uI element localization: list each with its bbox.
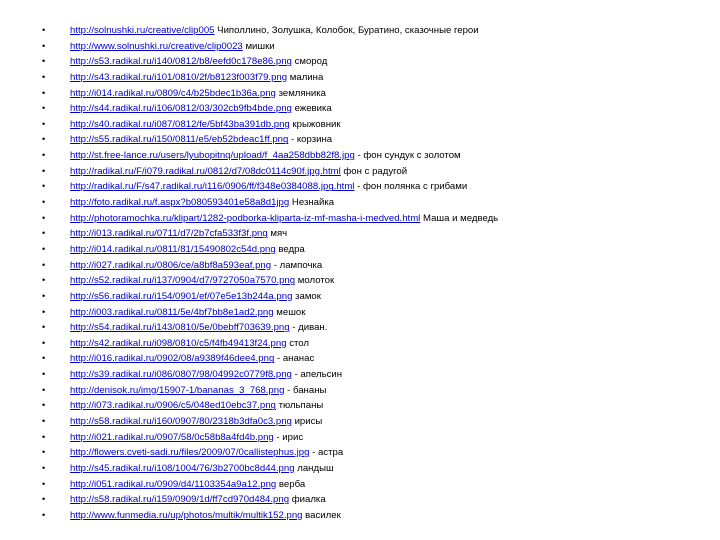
item-description: замок	[292, 290, 321, 302]
list-item	[0, 23, 720, 39]
list-item	[0, 101, 720, 117]
item-link[interactable]: http://foto.radikal.ru/f.aspx?b080593401e58a8d1jpg	[70, 197, 290, 209]
list-item	[0, 477, 720, 493]
item-link[interactable]: http://s40.radikal.ru/i087/0812/fe/5bf43ba391db.png	[70, 118, 290, 130]
list-item	[0, 289, 720, 305]
item-description: земляника	[275, 87, 326, 99]
item-description: - ирис	[273, 431, 304, 443]
list-item	[0, 383, 720, 399]
item-link[interactable]: http://s42.radikal.ru/i098/0810/c5/f4fb49413f24.png	[70, 337, 287, 349]
list-item	[0, 211, 720, 227]
item-link[interactable]: http://i021.radikal.ru/0907/58/0c58b8a4fd4b.png	[70, 431, 274, 443]
bullet-icon: •	[42, 103, 46, 114]
list-item	[0, 273, 720, 289]
item-link[interactable]: http://st.free-lance.ru/users/lyubopitnq/upload/f_4aa258dbb82f8.jpg	[70, 150, 355, 162]
item-link[interactable]: http://s55.radikal.ru/i150/0811/e5/eb52bdeac1ff.png	[70, 134, 289, 146]
bullet-icon: •	[42, 337, 46, 348]
list-entry	[70, 101, 332, 117]
list-entry	[70, 430, 303, 446]
list-entry	[70, 273, 334, 289]
list-entry	[70, 414, 322, 430]
item-description: смород	[291, 56, 328, 68]
list-entry	[70, 258, 322, 274]
item-description: Незнайка	[289, 197, 335, 209]
bullet-icon: •	[42, 369, 46, 380]
list-entry	[70, 289, 321, 305]
list-entry	[70, 336, 309, 352]
item-link[interactable]: http://s53.radikal.ru/i140/0812/b8/eefd0c178e86.png	[70, 56, 292, 68]
item-description: ежевика	[291, 103, 332, 115]
list-item	[0, 39, 720, 55]
bullet-icon: •	[42, 181, 46, 192]
item-description: - апельсин	[291, 369, 343, 381]
list-entry	[70, 351, 314, 367]
list-item	[0, 461, 720, 477]
list-item	[0, 242, 720, 258]
list-item	[0, 492, 720, 508]
list-item	[0, 414, 720, 430]
list-entry	[70, 164, 407, 180]
item-link[interactable]: http://flowers.cveti-sadi.ru/files/2009/07/0callistephus.jpg	[70, 447, 310, 459]
bullet-icon: •	[42, 71, 46, 82]
list-entry	[70, 242, 305, 258]
item-description: мишки	[242, 40, 275, 52]
list-item	[0, 132, 720, 148]
list-entry	[70, 477, 305, 493]
list-entry	[70, 305, 305, 321]
bullet-icon: •	[42, 40, 46, 51]
bullet-icon: •	[42, 275, 46, 286]
item-link[interactable]: http://s39.radikal.ru/i086/0807/98/04992c0779f8.png	[70, 369, 292, 381]
list-entry	[70, 367, 342, 383]
bullet-icon: •	[42, 118, 46, 129]
item-description: - лампочка	[271, 259, 323, 271]
list-item	[0, 351, 720, 367]
item-description: молоток	[295, 275, 335, 287]
item-link[interactable]: http://s52.radikal.ru/i137/0904/d7/9727050a7570.png	[70, 275, 296, 287]
item-description: крыжовник	[289, 118, 341, 130]
item-description: василек	[302, 509, 341, 521]
item-description: стол	[286, 337, 310, 349]
bullet-icon: •	[42, 478, 46, 489]
item-link[interactable]: http://s56.radikal.ru/i154/0901/ef/07e5e13b244a.png	[70, 290, 293, 302]
item-link[interactable]: http://www.solnushki.ru/creative/clip0023	[70, 40, 243, 52]
list-item	[0, 148, 720, 164]
item-link[interactable]: http://s58.radikal.ru/i159/0909/1d/ff7cd970d484.png	[70, 494, 290, 506]
item-link[interactable]: http://s43.radikal.ru/i101/0810/2f/b8123f003f79.png	[70, 71, 288, 83]
bullet-icon: •	[42, 322, 46, 333]
item-description: мяч	[267, 228, 288, 240]
item-description: фон с радугой	[340, 165, 408, 177]
item-description: ландыш	[294, 462, 334, 474]
item-link[interactable]: http://i073.radikal.ru/0906/c5/048ed10ebc37.png	[70, 400, 276, 412]
item-link[interactable]: http://i051.radikal.ru/0909/d4/1103354a9a12.png	[70, 478, 277, 490]
bullet-icon: •	[42, 290, 46, 301]
list-entry	[70, 54, 327, 70]
list-item	[0, 367, 720, 383]
bullet-icon: •	[42, 228, 46, 239]
bullet-icon: •	[42, 243, 46, 254]
item-description: - астра	[309, 447, 344, 459]
item-description: ирисы	[291, 416, 323, 428]
bullet-icon: •	[42, 197, 46, 208]
bullet-icon: •	[42, 384, 46, 395]
item-description: ведра	[275, 243, 305, 255]
list-entry	[70, 117, 341, 133]
bullet-icon: •	[42, 165, 46, 176]
item-link[interactable]: http://i016.radikal.ru/0902/08/a9389f46dee4.png	[70, 353, 275, 365]
bullet-icon: •	[42, 259, 46, 270]
link-list	[0, 23, 720, 524]
list-entry	[70, 492, 326, 508]
bullet-icon: •	[42, 431, 46, 442]
list-entry	[70, 132, 332, 148]
list-item	[0, 258, 720, 274]
item-description: - фон сундук с золотом	[354, 150, 461, 162]
list-entry	[70, 211, 498, 227]
item-description: - бананы	[284, 384, 327, 396]
item-link[interactable]: http://s45.radikal.ru/i108/1004/76/3b2700bc8d44.png	[70, 462, 295, 474]
list-item	[0, 117, 720, 133]
item-link[interactable]: http://i014.radikal.ru/0809/c4/b25bdec1b36a.png	[70, 87, 276, 99]
bullet-icon: •	[42, 462, 46, 473]
bullet-icon: •	[42, 56, 46, 67]
item-link[interactable]: http://photoramochka.ru/klipart/1282-podborka-kliparta-iz-mf-masha-i-medved.html	[70, 212, 421, 224]
item-link[interactable]: http://denisok.ru/img/15907-1/bananas_3_768.png	[70, 384, 285, 396]
bullet-icon: •	[42, 416, 46, 427]
list-item	[0, 508, 720, 524]
item-description: Чиполлино, Золушка, Колобок, Буратино, сказочные герои	[214, 25, 479, 36]
item-link[interactable]: http://radikal.ru/F/i079.radikal.ru/0812/d7/08dc0114c90f.jpg.html	[70, 165, 341, 177]
item-link[interactable]: http://www.funmedia.ru/up/photos/multik/multik152.png	[70, 509, 303, 521]
item-link[interactable]: http://i027.radikal.ru/0806/ce/a8bf8a593eaf.png	[70, 259, 272, 271]
bullet-icon: •	[42, 87, 46, 98]
bullet-icon: •	[42, 353, 46, 364]
list-item	[0, 445, 720, 461]
bullet-icon: •	[42, 25, 46, 35]
bullet-icon: •	[42, 494, 46, 505]
item-link[interactable]: http://solnushki.ru/creative/clip005	[70, 25, 215, 36]
list-item	[0, 430, 720, 446]
list-entry	[70, 226, 287, 242]
item-description: Маша и медведь	[420, 212, 499, 224]
list-entry	[70, 320, 327, 336]
list-item	[0, 305, 720, 321]
bullet-icon: •	[42, 447, 46, 458]
item-description: фиалка	[289, 494, 326, 506]
item-description: малина	[287, 71, 324, 83]
item-link[interactable]: http://radikal.ru/F/s47.radikal.ru/i116/0906/ff/f348e0384088.jpg.html	[70, 181, 355, 193]
list-item	[0, 70, 720, 86]
bullet-icon: •	[42, 134, 46, 145]
bullet-icon: •	[42, 509, 46, 520]
item-description: верба	[276, 478, 306, 490]
list-item	[0, 86, 720, 102]
list-entry	[70, 195, 334, 211]
list-item	[0, 179, 720, 195]
list-item	[0, 164, 720, 180]
list-entry	[70, 23, 479, 39]
item-link[interactable]: http://i014.radikal.ru/0811/81/15490802c54d.png	[70, 243, 276, 255]
list-entry	[70, 148, 461, 164]
item-description: тюльпаны	[275, 400, 324, 412]
item-description: - корзина	[288, 134, 333, 146]
item-description: - фон полянка с грибами	[354, 181, 468, 193]
item-description: - диван.	[289, 322, 328, 334]
list-entry	[70, 39, 275, 55]
list-entry	[70, 179, 467, 195]
list-item	[0, 195, 720, 211]
list-entry	[70, 445, 343, 461]
item-link[interactable]: http://s54.radikal.ru/i143/0810/5e/0bebff703639.png	[70, 322, 290, 334]
bullet-icon: •	[42, 150, 46, 161]
item-description: мешок	[273, 306, 306, 318]
bullet-icon: •	[42, 400, 46, 411]
list-entry	[70, 461, 334, 477]
list-item	[0, 54, 720, 70]
list-item	[0, 398, 720, 414]
item-link[interactable]: http://s58.radikal.ru/i160/0907/80/2318b3dfa0c3.png	[70, 416, 292, 428]
list-entry	[70, 70, 323, 86]
list-entry	[70, 508, 341, 524]
list-entry	[70, 86, 326, 102]
list-entry	[70, 398, 323, 414]
list-item	[0, 336, 720, 352]
item-description: - ананас	[274, 353, 315, 365]
item-link[interactable]: http://i003.radikal.ru/0811/5e/4bf7bb8e1ad2.png	[70, 306, 274, 318]
bullet-icon: •	[42, 212, 46, 223]
list-entry	[70, 383, 326, 399]
item-link[interactable]: http://i013.radikal.ru/0711/d7/2b7cfa533f3f.png	[70, 228, 268, 240]
bullet-icon: •	[42, 306, 46, 317]
list-item	[0, 226, 720, 242]
item-link[interactable]: http://s44.radikal.ru/i106/0812/03/302cb9fb4bde.png	[70, 103, 292, 115]
list-item	[0, 320, 720, 336]
